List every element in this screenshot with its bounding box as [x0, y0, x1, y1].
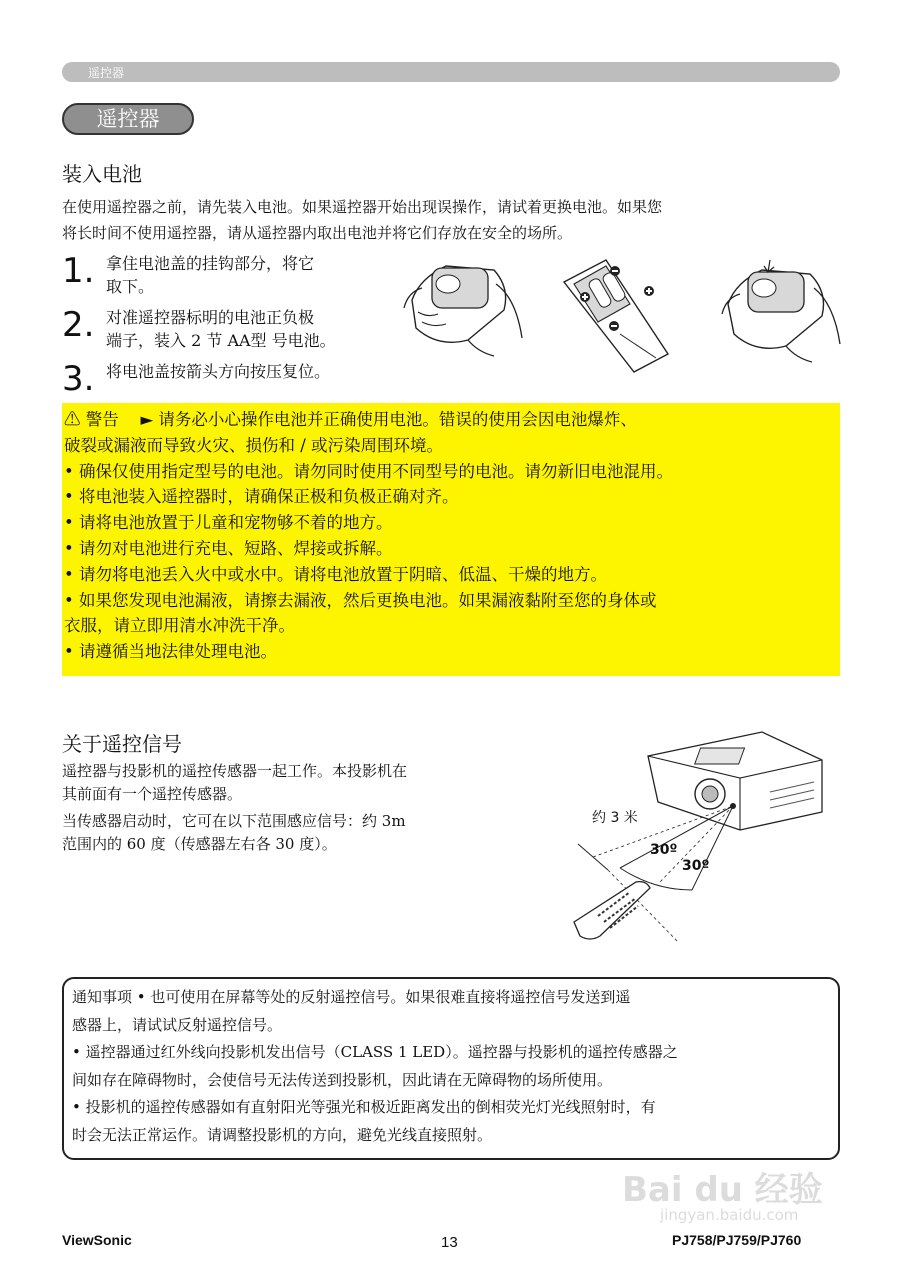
notice-line: 感器上，请试试反射遥控信号。 [72, 1015, 283, 1034]
signal-line: 范围内的 60 度（传感器左右各 30 度）。 [62, 835, 337, 853]
battery-intro-line: 在使用遥控器之前，请先装入电池。如果遥控器开始出现误操作，请试着更换电池。如果您 [62, 198, 663, 216]
remove-cover-illustration [398, 248, 524, 360]
notice-line: • 遥控器通过红外线向投影机发出信号（CLASS 1 LED）。遥控器与投影机的遥控传感器之 [72, 1043, 678, 1061]
footer-brand: ViewSonic [62, 1232, 132, 1248]
battery-heading: 装入电池 [62, 162, 142, 186]
warning-line: • 将电池装入遥控器时，请确保正极和负极正确对齐。 [64, 487, 459, 507]
signal-line: 当传感器启动时，它可在以下范围感应信号：约 3m [62, 812, 406, 830]
step-number: 2. [62, 305, 95, 345]
step-line: 取下。 [106, 277, 155, 296]
warning-line: • 请勿将电池丢入火中或水中。请将电池放置于阴暗、低温、干燥的地方。 [64, 564, 607, 584]
battery-intro-line: 将长时间不使用遥控器，请从遥控器内取出电池并将它们存放在安全的场所。 [62, 224, 573, 242]
signal-heading: 关于遥控信号 [62, 732, 182, 756]
diagram-distance-label: 约 3 米 [592, 810, 638, 826]
battery-intro [62, 194, 662, 246]
watermark-url: jingyan.baidu.com [660, 1206, 799, 1224]
projector-body [648, 732, 822, 830]
insert-battery-illustration [560, 254, 672, 374]
warning-line: 衣服，请立即用清水冲洗干净。 [64, 616, 295, 636]
diagram-angle-left: 30º [650, 842, 678, 858]
warning-line: • 请将电池放置于儿童和宠物够不着的地方。 [64, 513, 393, 533]
signal-line: 遥控器与投影机的遥控传感器一起工作。本投影机在 [62, 762, 408, 780]
warning-box [62, 403, 840, 676]
step-line: 端子，装入 2 节 AA型 号电池。 [106, 331, 336, 350]
section-title-pill: 遥控器 [62, 103, 194, 135]
signal-paragraph-2 [62, 810, 406, 856]
warning-line: • 确保仅使用指定型号的电池。请勿同时使用不同型号的电池。请勿新旧电池混用。 [64, 461, 673, 481]
step-line: 将电池盖按箭头方向按压复位。 [106, 362, 331, 381]
warning-line: ⚠ 警告 ► 请务必小心操作电池并正确使用电池。错误的使用会因电池爆炸、 [64, 410, 637, 429]
step-line: 拿住电池盖的挂钩部分，将它 [106, 254, 315, 273]
signal-paragraph-1 [62, 760, 407, 806]
step-number: 3. [62, 359, 95, 399]
watermark-logo: Bai du 经验 [622, 1170, 823, 1210]
warning-line: • 请勿对电池进行充电、短路、焊接或拆解。 [64, 538, 393, 558]
step-text [106, 360, 396, 383]
diagram-angle-right: 30º [682, 858, 710, 874]
running-header-title: 遥控器 [88, 66, 125, 80]
notice-line: 间如存在障碍物时，会使信号无法传送到投影机，因此请在无障碍物的场所使用。 [72, 1070, 613, 1089]
warning-line: • 请遵循当地法律处理电池。 [64, 642, 277, 662]
step-text [106, 252, 396, 298]
footer-models: PJ758/PJ759/PJ760 [672, 1232, 802, 1248]
signal-line: 其前面有一个遥控传感器。 [62, 785, 243, 803]
notice-box [62, 977, 840, 1160]
signal-range-diagram [570, 722, 832, 952]
warning-line: 破裂或漏液而导致火灾、损伤和 / 或污染周围环境。 [64, 435, 444, 455]
step-line: 对准遥控器标明的电池正负极 [106, 308, 315, 327]
notice-line: 通知事项 • 也可使用在屏幕等处的反射遥控信号。如果很难直接将遥控信号发送到遥 [72, 988, 631, 1006]
step-text [106, 306, 396, 352]
replace-cover-illustration [718, 256, 842, 364]
warning-line: • 如果您发现电池漏液，请擦去漏液，然后更换电池。如果漏液黏附至您的身体或 [64, 590, 657, 610]
step-number: 1. [62, 251, 95, 291]
running-header-bar [62, 62, 840, 82]
remote-control-drawing [574, 882, 650, 939]
notice-line: 时会无法正常运作。请调整投影机的方向，避免光线直接照射。 [72, 1125, 493, 1144]
page-number: 13 [441, 1234, 458, 1251]
notice-line: • 投影机的遥控传感器如有直射阳光等强光和极近距离发出的倒相荧光灯光线照射时，有 [72, 1098, 656, 1116]
